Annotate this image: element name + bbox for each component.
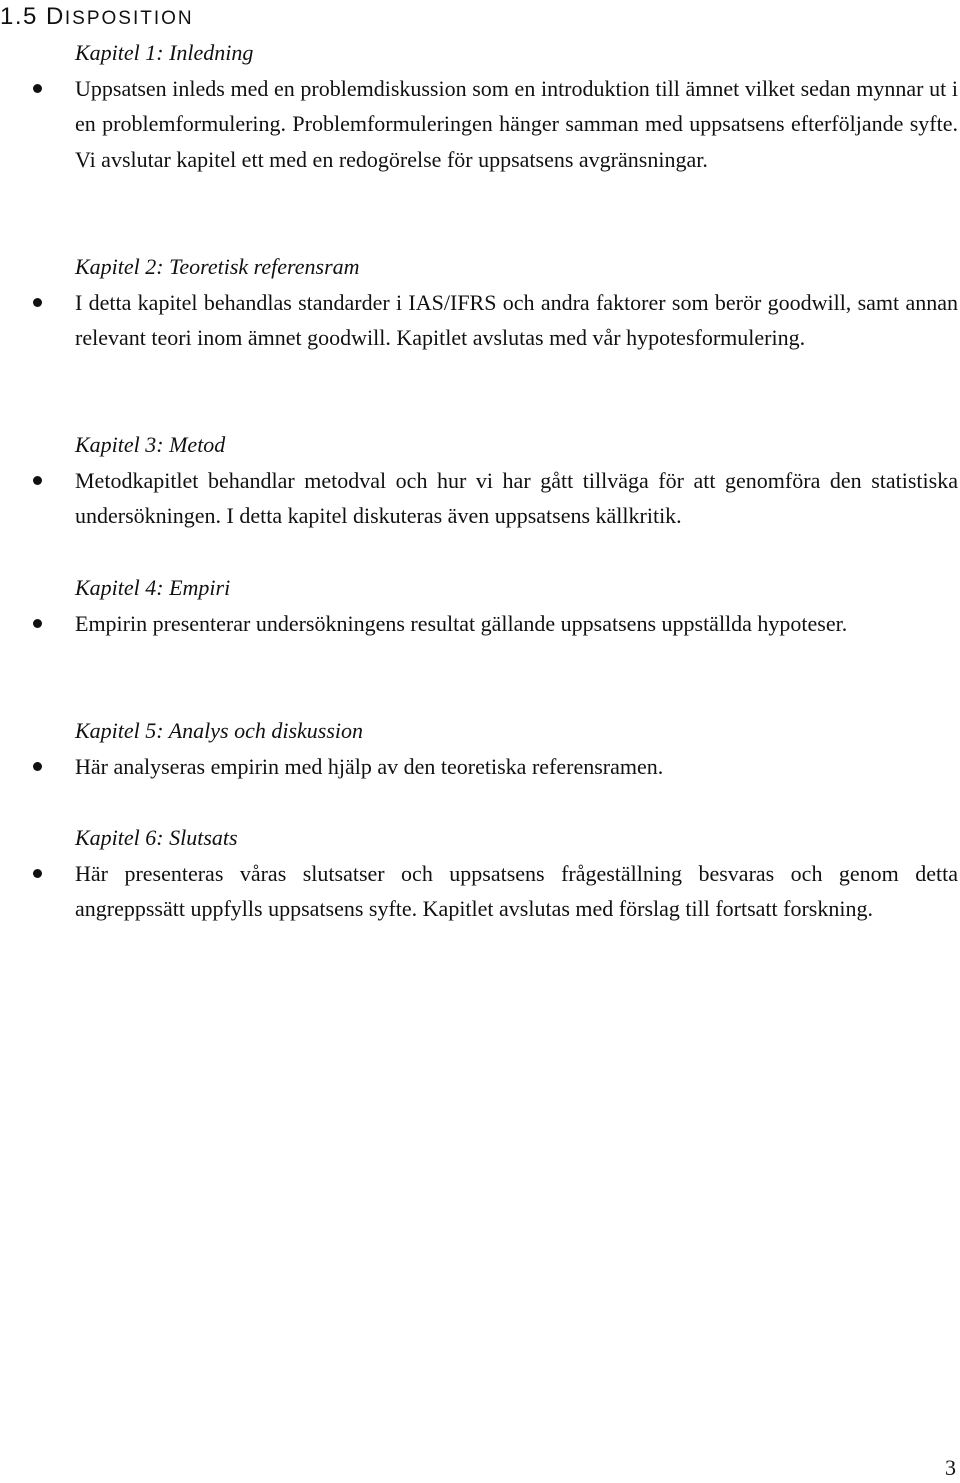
chapter-description: Här presenteras våras slutsatser och uppsatsens frågeställning besvaras och genom detta angreppssätt uppfylls uppsatsens syfte. Kapitlet avslutas med förslag till fortsatt forskning. — [75, 860, 958, 921]
page-number: 3 — [945, 1455, 956, 1480]
chapter-section-6 — [75, 820, 958, 927]
section-title-rest: ISPOSITION — [64, 8, 194, 29]
chapter-bullet-item — [75, 285, 958, 356]
chapter-description: Metodkapitlet behandlar metodval och hur vi har gått tillväga för att genomföra den statistiska undersökningen. I detta kapitel diskuteras även uppsatsens källkritik. — [75, 467, 958, 528]
bullet-icon — [33, 869, 42, 878]
chapter-section-1 — [75, 35, 958, 177]
chapter-section-4 — [75, 570, 958, 641]
chapter-bullet-item — [75, 749, 958, 785]
chapter-section-5 — [75, 713, 958, 784]
section-title-initial: D — [46, 3, 65, 30]
chapter-title: Kapitel 6: Slutsats — [75, 825, 238, 850]
chapter-title: Kapitel 3: Metod — [75, 432, 226, 457]
chapter-section-2 — [75, 249, 958, 356]
bullet-icon — [33, 619, 42, 628]
chapter-title: Kapitel 1: Inledning — [75, 40, 254, 65]
bullet-icon — [33, 298, 42, 307]
bullet-icon — [33, 476, 42, 485]
chapter-description: Empirin presenterar undersökningens resultat gällande uppsatsens uppställda hypoteser. — [75, 610, 848, 636]
chapter-section-3 — [75, 427, 958, 534]
chapter-title: Kapitel 2: Teoretisk referensram — [75, 254, 360, 279]
chapter-description: I detta kapitel behandlas standarder i IAS/IFRS och andra faktorer som berör goodwill, samt annan relevant teori inom ämnet goodwill. Kapitlet avslutas med vår hypotesformulering. — [75, 289, 958, 350]
chapter-description: Här analyseras empirin med hjälp av den teoretiska referensramen. — [75, 753, 664, 779]
bullet-icon — [33, 84, 42, 93]
chapter-title: Kapitel 5: Analys och diskussion — [75, 718, 364, 743]
section-number: 1.5 — [0, 3, 38, 30]
section-heading — [0, 2, 194, 34]
chapter-bullet-item — [75, 856, 958, 927]
bullet-icon — [33, 762, 42, 771]
chapter-bullet-item — [75, 463, 958, 534]
chapter-title: Kapitel 4: Empiri — [75, 575, 231, 600]
chapter-description: Uppsatsen inleds med en problemdiskussion som en introduktion till ämnet vilket sedan mynnar ut i en problemformulering. Problemformuleringen hänger samman med uppsatsens efterföljande syfte. Vi avslutar kapitel ett med en redogörelse för uppsatsens avgränsningar. — [75, 75, 958, 172]
chapter-bullet-item — [75, 71, 958, 178]
chapter-bullet-item — [75, 606, 958, 642]
